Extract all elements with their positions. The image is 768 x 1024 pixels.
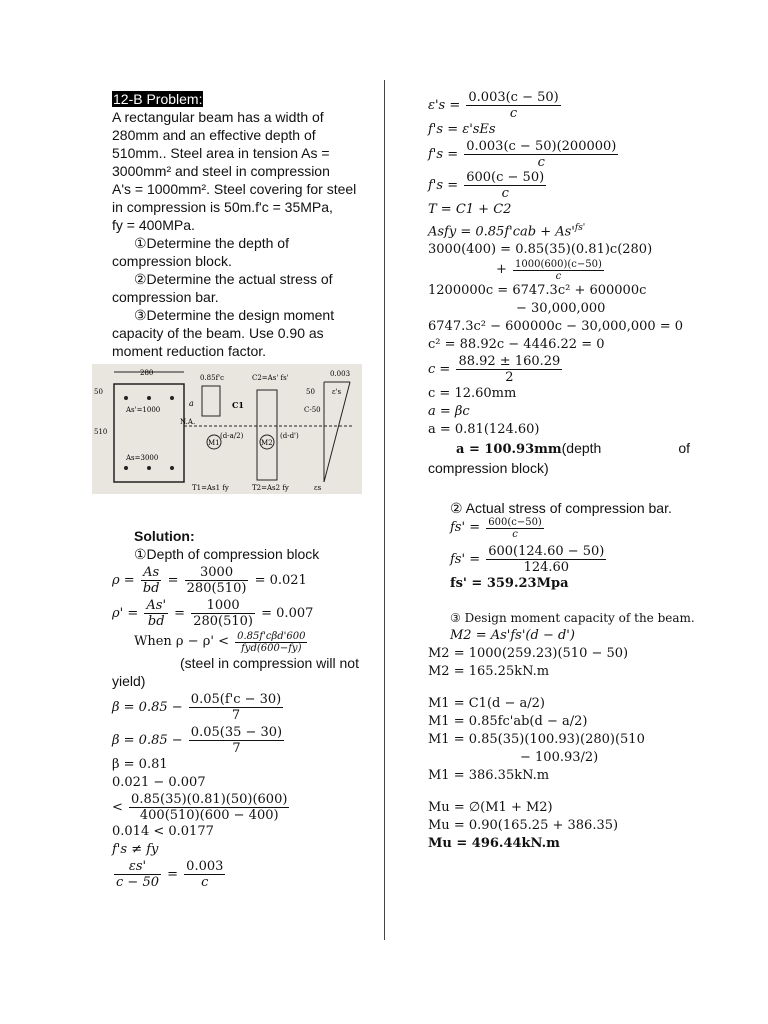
label-as-prime: As'=1000 [126,406,161,414]
right-column [428,90,695,853]
step-3-heading: ③ Design moment capacity of the beam. [450,611,695,626]
problem-line: in compression is 50m.f'c = 35MPa, [112,199,333,215]
eq-r3: fs' = 359.23Mpa [450,576,569,592]
frac-den: 400(510)(600 − 400) [139,808,279,823]
step-1-heading: ①Depth of compression block [134,546,320,562]
eq-not-equal: f's ≠ fy [112,842,159,857]
question-3: ③Determine the design moment [134,307,335,323]
eq-rho [112,565,367,596]
eq-diff: 0.021 − 0.007 [112,775,206,790]
eq-asfy [428,219,690,241]
eq-9b: compression block) [428,460,549,477]
label-strain-0003: 0.003 [330,370,351,378]
frac-num: 88.92 ± 160.29 [458,354,561,370]
frac-den: 7 [231,708,241,723]
frac-den: c [501,186,509,201]
eq-lt [112,792,367,823]
eq-m2c: M2 = 165.25kN.m [428,664,550,680]
eq-m1c: M1 = 0.85(35)(100.93)(280)(510 [428,732,645,748]
frac-den: fyd(600−fy) [241,643,302,654]
question-2: ②Determine the actual stress of [134,271,333,287]
frac-num: 0.85f'cβd'600 [237,631,306,642]
label-a: a [189,399,194,408]
eq-3: 6747.3c² − 600000c − 30,000,000 = 0 [428,319,684,335]
frac-den: 280(510) [186,581,247,596]
eq-text: = [167,573,179,588]
label-eps-s-prime: ε's [332,388,342,396]
eq-text: c = [428,362,451,378]
label-d510: 510 [94,428,108,436]
beam-section-figure [92,364,362,494]
label-as: As=3000 [126,454,159,462]
question-1: ①Determine the depth of [134,235,289,251]
label-085fc: 0.85f'c [200,374,225,382]
label-c1: C1 [232,400,244,410]
frac-den: c [509,106,518,121]
eq-text: fs' = [450,520,481,536]
problem-line: 510mm.. Steel area in tension As = [112,145,330,161]
frac-den: c [555,271,562,283]
eq-text: β = 0.85 − [112,700,183,715]
problem-statement [112,108,367,234]
column-divider [384,80,385,940]
eq-m1d: M1 = 386.35kN.m [428,768,550,784]
label-d-dprime: (d-d') [280,432,299,440]
eq-4: c² = 88.92c − 4446.22 = 0 [428,337,605,353]
label-m2: M2 [261,439,273,447]
frac-num: 0.05(35 − 30) [190,725,283,740]
question-3-cont: capacity of the beam. Use 0.90 as [112,325,324,341]
frac-num: As [141,565,162,581]
eq-text: f's = [428,147,459,162]
frac-den: 124.60 [523,560,570,576]
eq-fs1: f's = ε'sEs [428,122,496,137]
eq-8: a = 0.81(124.60) [428,422,540,438]
eq-text: When ρ − ρ' < [134,634,229,649]
eq-mu1: Mu = ∅(M1 + M2) [428,800,553,816]
problem-line: A's = 1000mm². Steel covering for steel [112,181,357,197]
frac-num: 1000 [191,598,255,614]
eq-beta-3: β = 0.81 [112,757,168,772]
frac-num: 600(c − 50) [466,170,545,185]
eq-1: 3000(400) = 0.85(35)(0.81)c(280) [428,242,653,258]
eq-beta-2 [112,725,367,756]
left-column [94,90,367,890]
eq-text: + [496,262,507,278]
frac-num: 600(124.60 − 50) [488,544,605,560]
eq-r2 [428,544,690,575]
frac-num: 0.05(f'c − 30) [190,692,282,707]
frac-num: As' [146,598,167,613]
frac-den: c − 50 [116,875,159,890]
eq-text: ρ' = [112,606,139,621]
eq-7: a = βc [428,404,470,420]
step-2-heading: ② Actual stress of compression bar. [450,500,672,517]
eq-m2a: M2 = As'fs'(d − d') [450,628,575,644]
eq-text: = 0.021 [254,573,307,588]
frac-num: 0.85(35)(0.81)(50)(600) [131,792,288,807]
frac-num: 0.003(c − 50) [468,90,559,105]
eq-text: = [174,606,186,621]
label-c-50: C-50 [304,406,321,414]
frac-num: 0.003 [186,859,224,874]
eq-text: Asfy = 0.85f'cab + As' [428,224,575,240]
label-d-a2: (d-a/2) [220,432,244,440]
eq-6: c = 12.60mm [428,386,517,402]
problem-line: fy = 400MPa. [112,217,195,233]
eq-text: of [678,440,690,457]
eq-mu3: Mu = 496.44kN.m [428,836,560,852]
frac-num: 1000(600)(c−50) [515,259,602,271]
eq-2b: − 30,000,000 [516,301,606,317]
eq-m2b: M2 = 1000(259.23)(510 − 50) [428,646,629,662]
problem-line: A rectangular beam has a width of [112,109,324,125]
label-neutral-axis: N.A. [180,418,196,426]
frac-den: 7 [232,741,241,756]
eq-text: = 0.007 [261,606,314,621]
label-d50: 50 [94,388,103,396]
eq-when [112,631,367,654]
eq-m1a: M1 = C1(d − a/2) [428,696,545,712]
frac-den: c [537,155,545,170]
question-3-cont: moment reduction factor. [112,343,267,359]
note-line: yield) [112,673,146,689]
eq-beta-1 [112,692,367,723]
result-value: a = 100.93mm [456,442,562,458]
label-c2: C2=As' fs' [252,374,289,382]
eq-fs2 [428,139,690,170]
problem-line: 280mm and an effective depth of [112,127,316,143]
eq-r1 [428,517,690,540]
frac-den: 280(510) [193,614,253,629]
eq-rho-prime [112,598,367,629]
eq-mu2: Mu = 0.90(165.25 + 386.35) [428,818,619,834]
question-1-cont: compression block. [112,253,232,269]
frac-den: c [201,875,209,890]
frac-num: 0.003(c − 50)(200000) [466,139,617,154]
eq-2: 1200000c = 6747.3c² + 600000c [428,283,647,299]
problem-title: 12-B Problem: [113,91,203,107]
eq-fs3 [428,170,690,201]
label-t1: T1=As1 fy [192,484,229,492]
frac-den: bd [147,614,165,629]
solution-heading: Solution: [134,528,195,544]
question-2-cont: compression bar. [112,289,219,305]
eq-text: = [167,867,179,882]
note-line: (steel in compression will not [180,655,359,671]
eq-text: ρ = [112,573,135,588]
label-width: 280 [140,369,154,377]
eq-t: T = C1 + C2 [428,202,512,217]
label-eps-s: εs [314,484,322,492]
eq-text: β = 0.85 − [112,733,183,748]
frac-den: c [512,529,518,541]
frac-den: bd [142,581,160,596]
eq-eps-s [428,90,690,121]
eq-m1b: M1 = 0.85fc'ab(d − a/2) [428,714,588,730]
eq-9 [428,439,690,459]
frac-num: 600(c−50) [488,517,542,529]
eq-text: < [112,800,123,815]
eq-ratio [112,859,367,890]
frac-den: 2 [505,370,514,386]
eq-text: ε's = [428,98,461,113]
eq-compare: 0.014 < 0.0177 [112,824,214,839]
problem-line: 3000mm² and steel in compression [112,163,330,179]
eq-text: f's = [428,178,459,193]
label-50: 50 [306,388,315,396]
frac-num: 3000 [185,565,249,581]
eq-text: fs' = [450,552,481,568]
eq-sup: fs' [574,223,586,233]
eq-text: (depth [561,440,602,457]
eq-5 [428,354,690,385]
label-t2: T2=As2 fy [252,484,289,492]
eq-m1c2: − 100.93/2) [520,750,599,766]
label-m1: M1 [208,439,220,447]
eq-1b [428,259,690,282]
frac-num: εs' [114,859,161,875]
